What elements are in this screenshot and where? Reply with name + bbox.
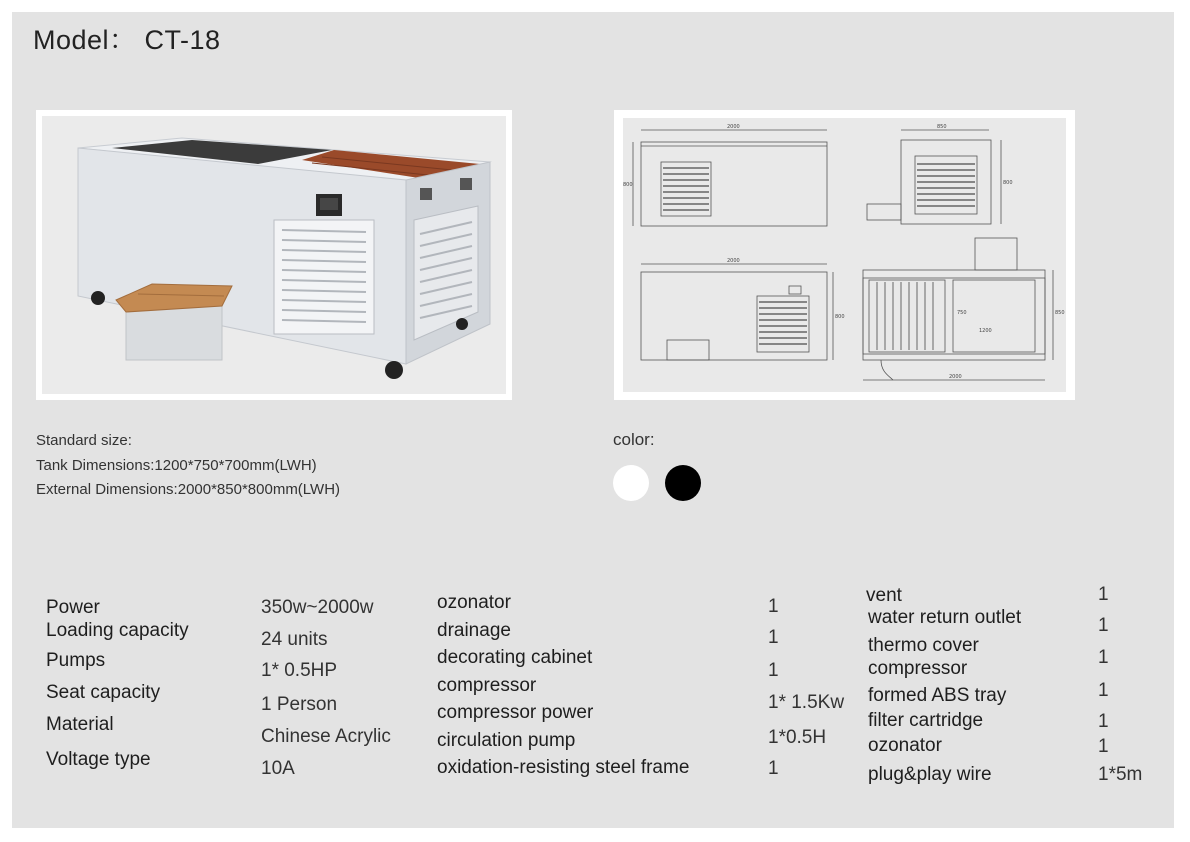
spec-label-circulation-pump: circulation pump [437,730,576,751]
spec-label-drainage: drainage [437,620,511,641]
dim-bottom-height: 800 [835,314,845,320]
dim-plan-inner-w: 1200 [979,328,992,334]
spec-value-circulation-pump: 1*0.5H [768,727,827,748]
dim-plan-inner-h: 750 [957,310,967,316]
spec-value-plug-play-wire: 1*5m [1098,764,1143,785]
spec-label-steel-frame: oxidation-resisting steel frame [437,757,690,778]
spec-label-formed-abs-tray: formed ABS tray [868,685,1007,706]
spec-label-power: Power [46,597,100,618]
tank-dimensions: Tank Dimensions:1200*750*700mm(LWH) [36,456,317,474]
spec-value-ozonator-3: 1 [1098,736,1109,757]
spec-value-ozonator: 1 [768,596,779,617]
color-swatch-white [613,465,649,501]
spec-label-compressor: compressor [437,675,537,696]
spec-value-power: 350w~2000w [261,597,374,618]
spec-label-ozonator: ozonator [437,592,511,613]
dim-side-height: 800 [1003,180,1013,186]
dim-plan-depth: 850 [1055,310,1065,316]
spec-label-ozonator-3: ozonator [868,735,942,756]
dim-top-width: 2000 [727,124,740,130]
spec-label-material: Material [46,714,114,735]
chiller-tub-illustration [42,116,506,394]
spec-label-plug-play-wire: plug&play wire [868,764,992,785]
spec-label-thermo-cover: thermo cover [868,635,979,656]
spec-value-decorating-cabinet: 1 [768,660,779,681]
standard-size [36,429,340,503]
spec-label-pumps: Pumps [46,650,106,671]
spec-value-compressor-power: 1* 1.5Kw [768,692,845,713]
spec-value-thermo-cover: 1 [1098,647,1109,668]
color-swatch-black [665,465,701,501]
spec-value-drainage: 1 [768,627,779,648]
model-title: Model： CT-18 [33,25,221,55]
spec-value-pumps: 1* 0.5HP [261,660,338,681]
standard-size-heading: Standard size: [36,432,132,449]
spec-value-filter-cartridge: 1 [1098,711,1109,732]
color-label: color: [613,430,655,449]
dim-front-height: 800 [623,182,633,188]
spec-value-loading-capacity: 24 units [261,629,328,650]
dimension-drawing [623,118,1066,392]
spec-value-water-return-outlet: 1 [1098,615,1109,636]
external-dimensions: External Dimensions:2000*850*800mm(LWH) [36,481,341,498]
spec-label-vent: vent [866,585,902,606]
spec-value-formed-abs-tray: 1 [1098,680,1109,701]
dim-bottom-width: 2000 [727,258,740,264]
spec-value-steel-frame: 1 [768,758,779,779]
spec-value-voltage-type: 10A [261,758,295,779]
spec-value-seat-capacity: 1 Person [261,694,338,715]
technical-drawing [614,110,1075,400]
dim-side-width: 850 [937,124,947,130]
spec-label-water-return-outlet: water return outlet [868,607,1022,628]
spec-label-seat-capacity: Seat capacity [46,682,161,703]
spec-label-compressor-power: compressor power [437,702,594,723]
spec-label-loading-capacity: Loading capacity [46,620,189,641]
product-photo [36,110,512,400]
spec-label-compressor-3: compressor [868,658,968,679]
spec-label-filter-cartridge: filter cartridge [868,710,984,731]
spec-value-material: Chinese Acrylic [261,726,391,747]
dim-plan-width: 2000 [949,374,962,380]
spec-label-voltage-type: Voltage type [46,749,151,770]
spec-value-vent: 1 [1098,584,1109,605]
spec-label-decorating-cabinet: decorating cabinet [437,647,593,668]
